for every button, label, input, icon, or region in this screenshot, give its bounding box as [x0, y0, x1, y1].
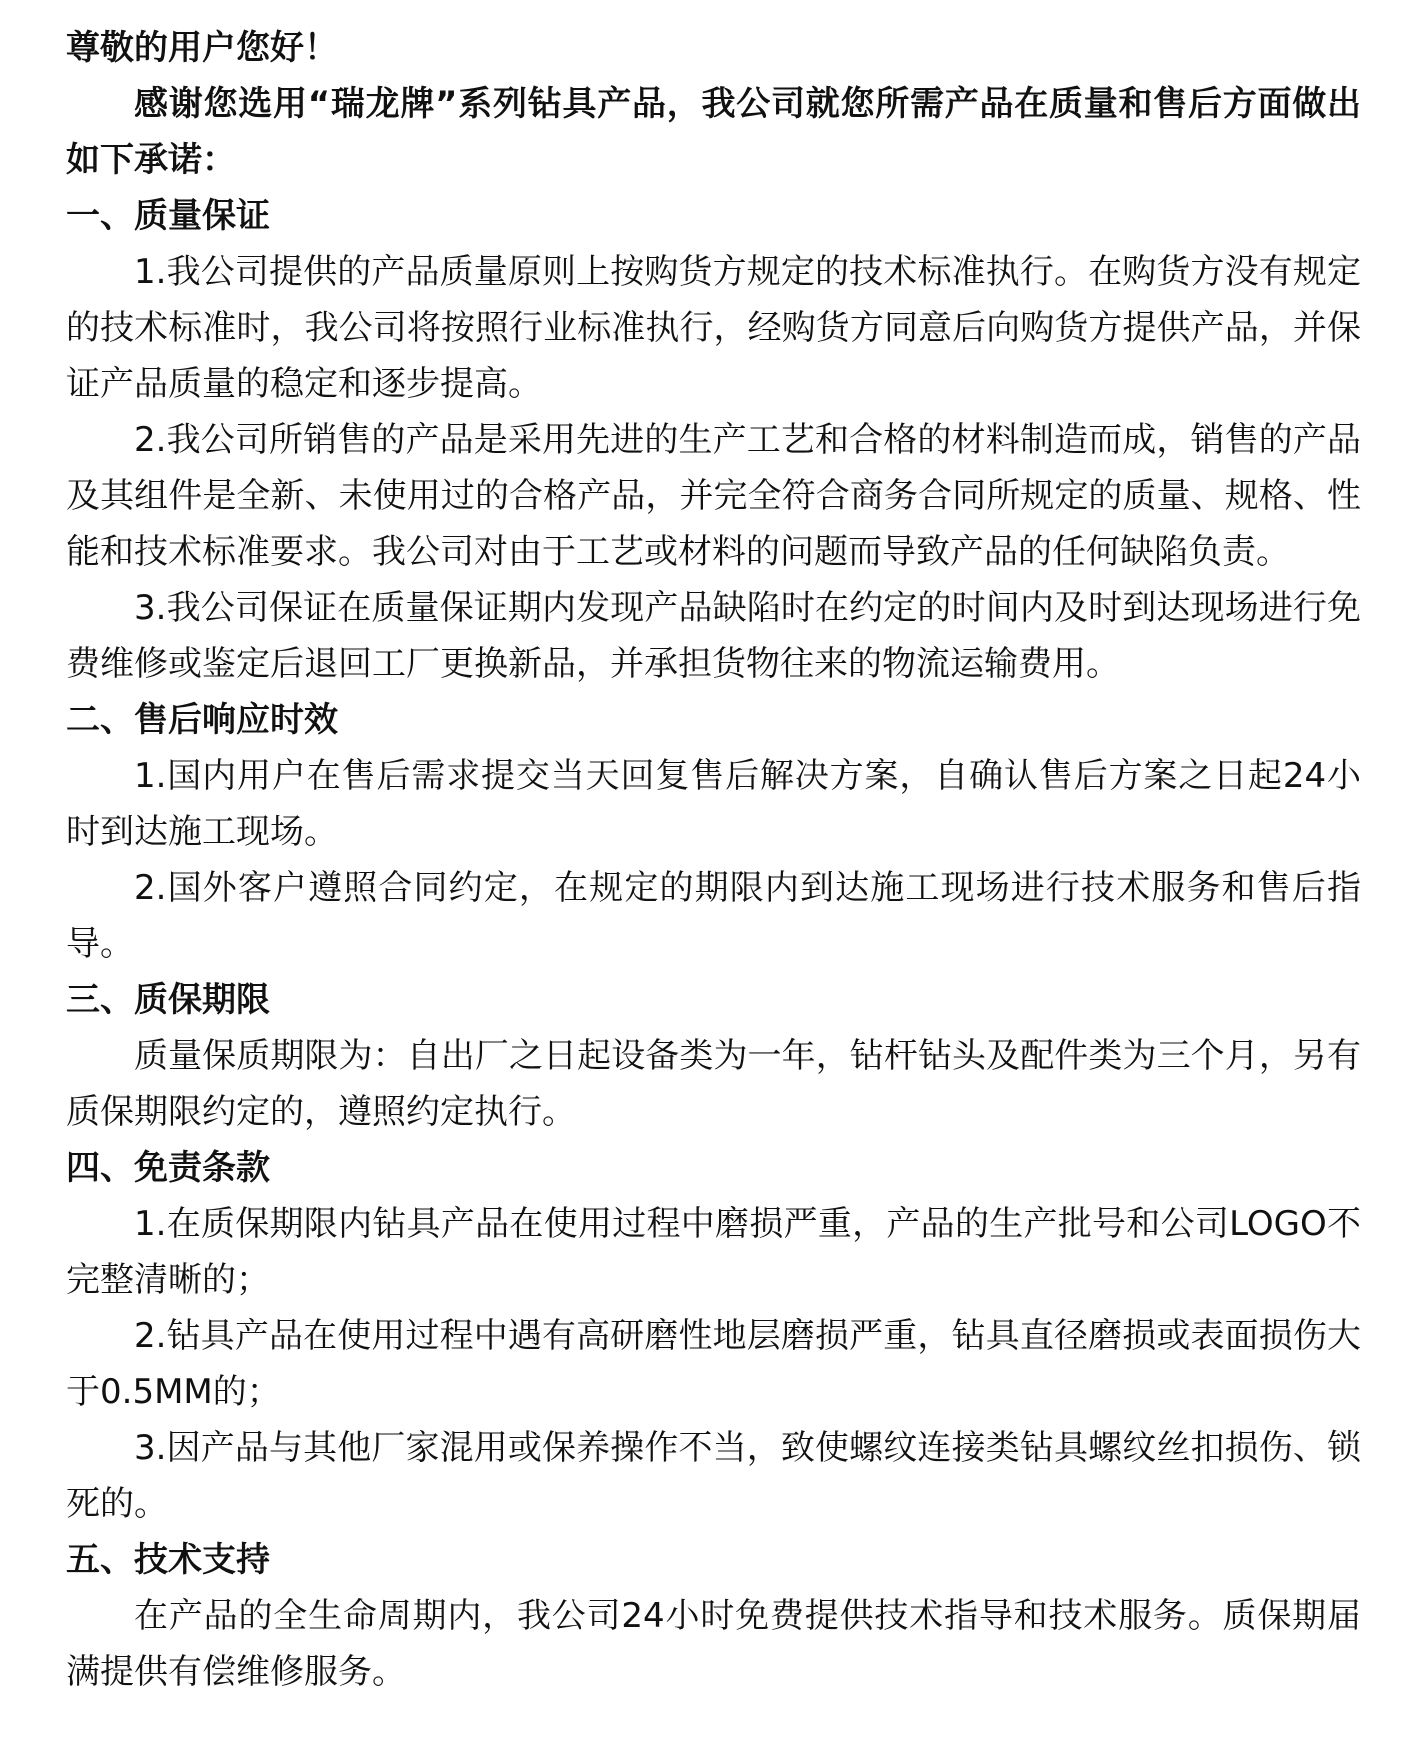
section-paragraph: 1.在质保期限内钻具产品在使用过程中磨损严重，产品的生产批号和公司LOGO不完整清晰的； [66, 1204, 1361, 1300]
section-paragraph: 3.因产品与其他厂家混用或保养操作不当，致使螺纹连接类钻具螺纹丝扣损伤、锁死的。 [66, 1428, 1361, 1524]
intro-paragraph: 感谢您选用“瑞龙牌”系列钻具产品，我公司就您所需产品在质量和售后方面做出如下承诺： [66, 84, 1361, 180]
section-heading: 二、售后响应时效 [66, 700, 338, 740]
section-paragraph: 2.我公司所销售的产品是采用先进的生产工艺和合格的材料制造而成，销售的产品及其组件是全新、未使用过的合格产品，并完全符合商务合同所规定的质量、规格、性能和技术标准要求。我公司对由于工艺或材料的问题而导致产品的任何缺陷负责。 [66, 420, 1361, 572]
section-disclaimer [66, 1140, 1361, 1532]
section-heading: 三、质保期限 [66, 980, 270, 1020]
section-after-sales-response [66, 692, 1361, 972]
section-paragraph: 3.我公司保证在质量保证期内发现产品缺陷时在约定的时间内及时到达现场进行免费维修或鉴定后退回工厂更换新品，并承担货物往来的物流运输费用。 [66, 588, 1361, 684]
section-paragraph: 1.国内用户在售后需求提交当天回复售后解决方案，自确认售后方案之日起24小时到达施工现场。 [66, 756, 1361, 852]
section-heading: 四、免责条款 [66, 1148, 270, 1188]
greeting: 尊敬的用户您好！ [66, 28, 338, 68]
section-paragraph: 质量保质期限为：自出厂之日起设备类为一年，钻杆钻头及配件类为三个月，另有质保期限约定的，遵照约定执行。 [66, 1036, 1361, 1132]
section-warranty-period [66, 972, 1361, 1140]
section-heading: 一、质量保证 [66, 196, 270, 236]
section-paragraph: 在产品的全生命周期内，我公司24小时免费提供技术指导和技术服务。质保期届满提供有偿维修服务。 [66, 1596, 1361, 1692]
section-paragraph: 1.我公司提供的产品质量原则上按购货方规定的技术标准执行。在购货方没有规定的技术标准时，我公司将按照行业标准执行，经购货方同意后向购货方提供产品，并保证产品质量的稳定和逐步提高。 [66, 252, 1361, 404]
section-quality-guarantee [66, 188, 1361, 692]
section-technical-support [66, 1532, 1361, 1700]
section-heading: 五、技术支持 [66, 1540, 270, 1580]
section-paragraph: 2.钻具产品在使用过程中遇有高研磨性地层磨损严重，钻具直径磨损或表面损伤大于0.5MM的； [66, 1316, 1361, 1412]
section-paragraph: 2.国外客户遵照合同约定，在规定的期限内到达施工现场进行技术服务和售后指导。 [66, 868, 1361, 964]
